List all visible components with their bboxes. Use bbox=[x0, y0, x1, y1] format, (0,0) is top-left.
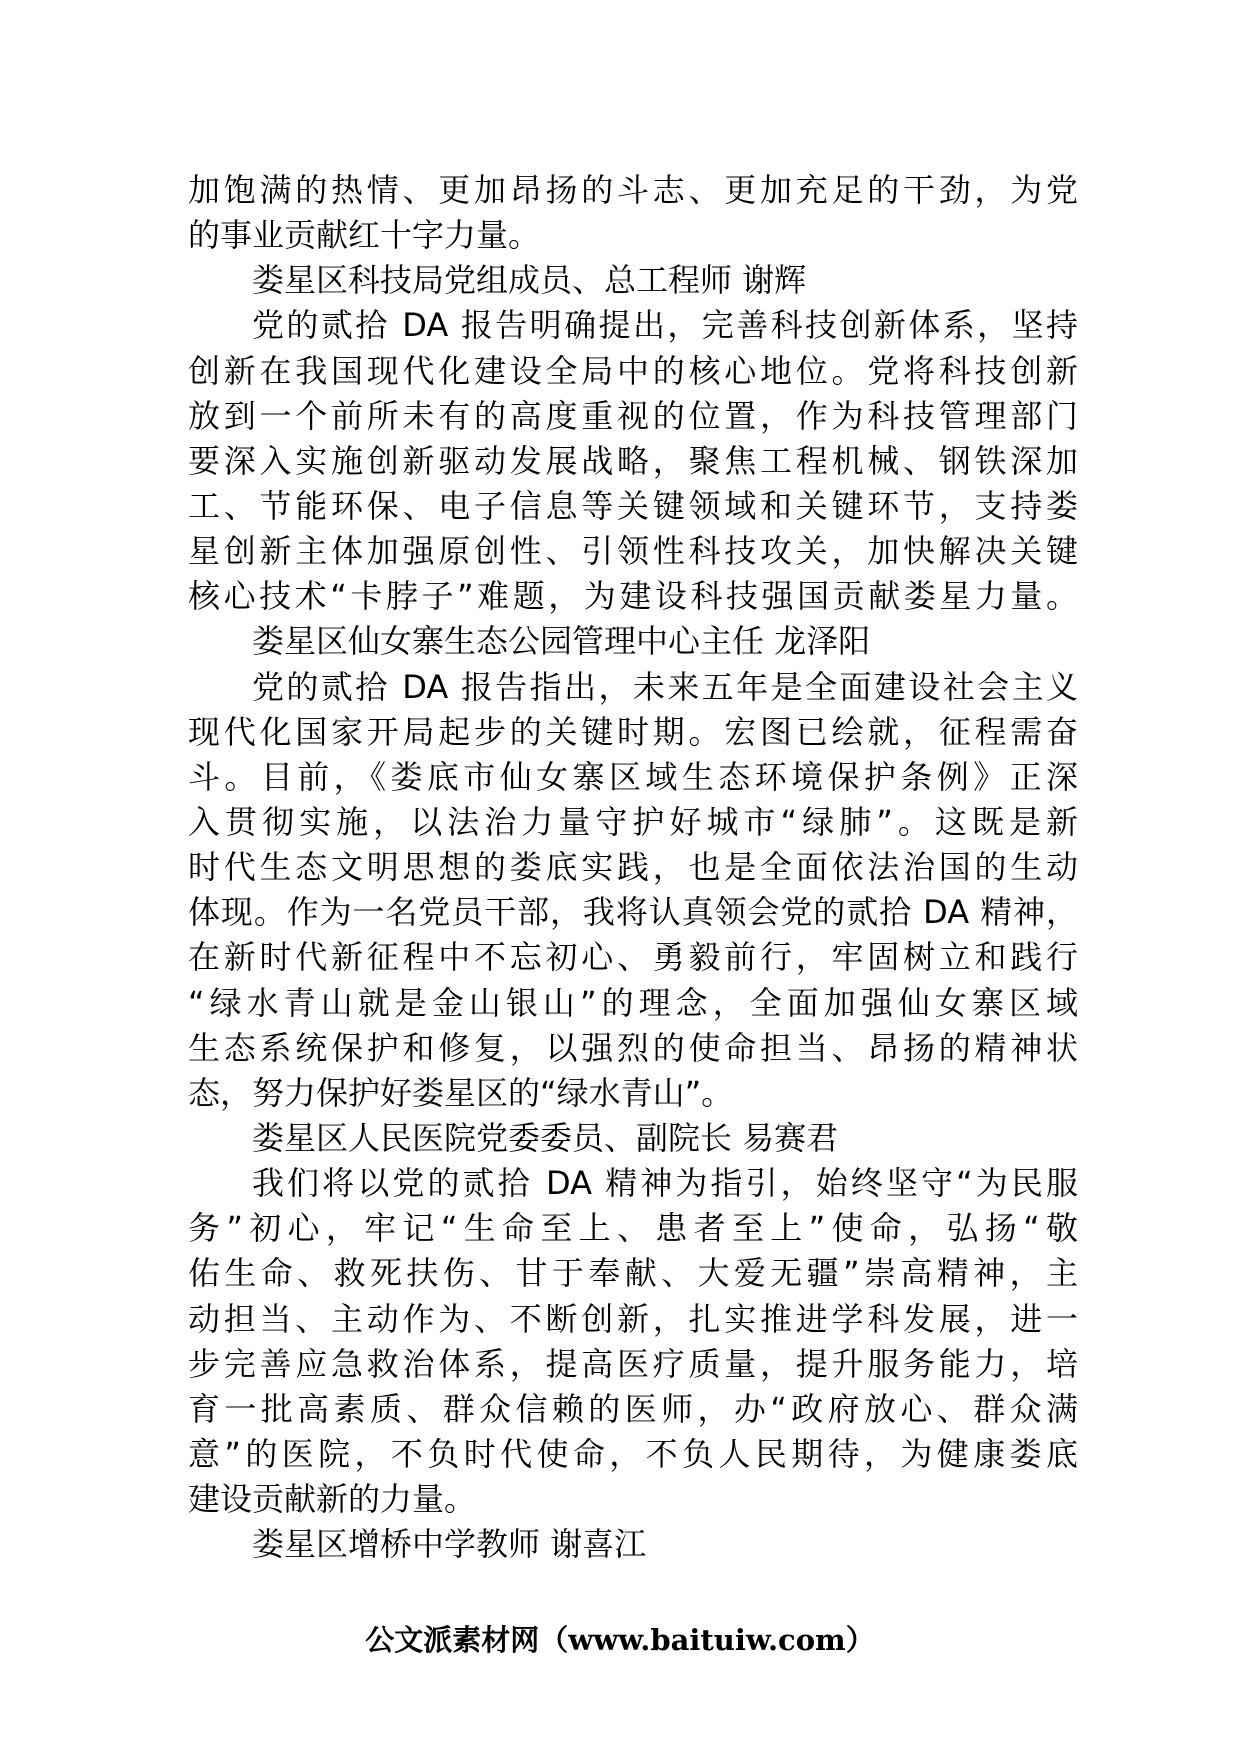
speaker-line: 娄星区增桥中学教师 谢喜江 bbox=[252, 1525, 647, 1564]
body-line: 意”的医院，不负时代使命，不负人民期待，为健康娄底 bbox=[188, 1434, 1078, 1473]
body-text bbox=[188, 168, 1078, 1567]
body-line: 在新时代新征程中不忘初心、勇毅前行，牢固树立和践行 bbox=[188, 938, 1078, 977]
body-line: 工、节能环保、电子信息等关键领域和关键环节，支持娄 bbox=[188, 486, 1078, 525]
body-line: 加饱满的热情、更加昂扬的斗志、更加充足的干劲，为党 bbox=[188, 171, 1078, 209]
body-line: 体现。作为一名党员干部，我将认真领会党的贰拾 DA 精神， bbox=[188, 893, 1078, 932]
body-line: 步完善应急救治体系，提高医疗质量，提升服务能力，培 bbox=[188, 1344, 1078, 1383]
page-footer-watermark: 公文派素材网（www.baituiw.com） bbox=[365, 1623, 875, 1657]
body-line: 要深入实施创新驱动发展战略，聚焦工程机械、钢铁深加 bbox=[188, 441, 1078, 480]
speaker-line: 娄星区仙女寨生态公园管理中心主任 龙泽阳 bbox=[252, 622, 871, 661]
body-line: 党的贰拾 DA 报告指出，未来五年是全面建设社会主义 bbox=[252, 667, 1078, 706]
body-line: 时代生态文明思想的娄底实践，也是全面依法治国的生动 bbox=[188, 848, 1078, 887]
body-line: 我们将以党的贰拾 DA 精神为指引，始终坚守“为民服 bbox=[252, 1164, 1078, 1203]
body-line: 育一批高素质、群众信赖的医师，办“政府放心、群众满 bbox=[188, 1389, 1078, 1428]
body-line: 星创新主体加强原创性、引领性科技攻关，加快解决关键 bbox=[188, 532, 1078, 571]
body-line: 核心技术“卡脖子”难题，为建设科技强国贡献娄星力量。 bbox=[188, 577, 1078, 616]
body-line: 生态系统保护和修复，以强烈的使命担当、昂扬的精神状 bbox=[188, 1028, 1078, 1067]
body-line: 建设贡献新的力量。 bbox=[188, 1480, 477, 1519]
body-line: 入贯彻实施，以法治力量守护好城市“绿肺”。这既是新 bbox=[188, 802, 1078, 841]
body-line: “绿水青山就是金山银山”的理念，全面加强仙女寨区域 bbox=[188, 983, 1078, 1022]
body-line: 动担当、主动作为、不断创新，扎实推进学科发展，进一 bbox=[188, 1299, 1078, 1338]
body-line: 党的贰拾 DA 报告明确提出，完善科技创新体系，坚持 bbox=[252, 306, 1078, 345]
body-line: 态，努力保护好娄星区的“绿水青山”。 bbox=[188, 1073, 734, 1112]
body-line: 佑生命、救死扶伤、甘于奉献、大爱无疆”崇高精神，主 bbox=[188, 1254, 1078, 1293]
body-line: 的事业贡献红十字力量。 bbox=[188, 216, 541, 255]
body-line: 务”初心，牢记“生命至上、患者至上”使命，弘扬“敬 bbox=[188, 1209, 1078, 1248]
speaker-line: 娄星区科技局党组成员、总工程师 谢辉 bbox=[252, 261, 807, 300]
body-line: 斗。目前，《娄底市仙女寨区域生态环境保护条例》正深 bbox=[188, 757, 1078, 796]
body-line: 放到一个前所未有的高度重视的位置，作为科技管理部门 bbox=[188, 396, 1078, 435]
body-line: 创新在我国现代化建设全局中的核心地位。党将科技创新 bbox=[188, 351, 1078, 390]
speaker-line: 娄星区人民医院党委委员、副院长 易赛君 bbox=[252, 1118, 839, 1157]
body-line: 现代化国家开局起步的关键时期。宏图已绘就，征程需奋 bbox=[188, 712, 1078, 751]
